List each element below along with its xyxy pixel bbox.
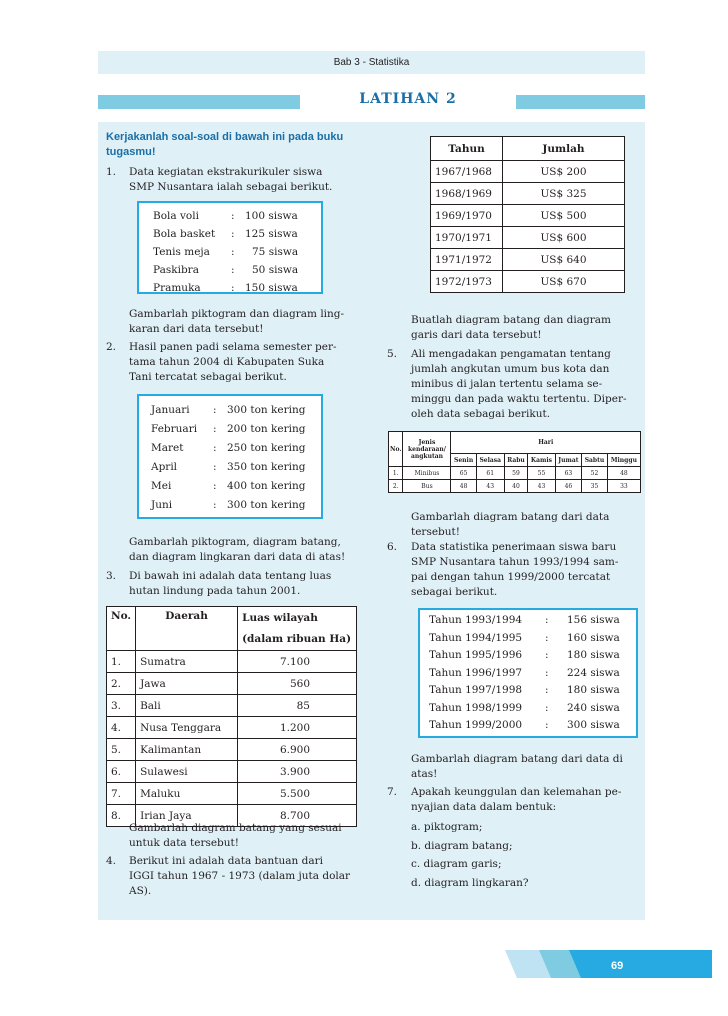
q5-task: Gambarlah diagram batang dari data tersebut! bbox=[411, 511, 610, 538]
table-header: Hari bbox=[451, 432, 641, 454]
q6-list: Tahun 1993/1994 : 156 siswa Tahun 1994/1995 : 160 siswa Tahun 1995/1996 : 180 siswa Tahun 1996/1997 : 224 siswa Tahun 1997/1998 : 180 siswa Tahun 1998/1999 : 240 siswa Tahun 1999/2000 : 300 siswa bbox=[429, 614, 620, 731]
table-row: 1968/1969 US$ 325 bbox=[431, 183, 625, 205]
table-row: 1970/1971 US$ 600 bbox=[431, 227, 625, 249]
q7-text: Apakah keunggulan dan kelemahan pe- nyajian data dalam bentuk: bbox=[411, 786, 622, 813]
q4-text: Berikut ini adalah data bantuan dari IGGI tahun 1967 - 1973 (dalam juta dolar AS). bbox=[129, 855, 351, 897]
table-header: Luas wilayah bbox=[238, 607, 357, 629]
table-row: 2. Bus 48 43 40 43 46 35 33 bbox=[389, 480, 641, 493]
q2-text: Hasil panen padi selama semester per- tama tahun 2004 di Kabupaten Suka Tani tercatat sebagai berikut. bbox=[129, 341, 337, 383]
q2-list: Januari : 300 ton kering Februari : 200 ton kering Maret : 250 ton kering April : 350 ton kering Mei : 400 ton kering Juni : 300 ton kering bbox=[151, 404, 306, 511]
table-header: Daerah bbox=[136, 607, 238, 651]
q4-task: Buatlah diagram batang dan diagram garis dari data tersebut! bbox=[411, 314, 611, 341]
table-row: 4. Nusa Tenggara 1.200 bbox=[107, 717, 357, 739]
table-header: Jenis kendaraan/ angkutan bbox=[403, 432, 451, 467]
table-header: Jumlah bbox=[503, 137, 625, 161]
table-header: No. bbox=[389, 432, 403, 467]
q1-list: Bola voli : 100 siswa Bola basket : 125 siswa Tenis meja : 75 siswa Paskibra : 50 siswa Pramuka : 150 siswa bbox=[153, 210, 299, 294]
page-number: 69 bbox=[611, 960, 624, 972]
table-row: 1. Minibus 65 61 59 55 63 52 48 bbox=[389, 467, 641, 480]
q6-text: Data statistika penerimaan siswa baru SMP Nusantara tahun 1993/1994 sam- pai dengan tahun 1999/2000 tercatat sebagai berikut. bbox=[411, 541, 619, 598]
q1-task: Gambarlah piktogram dan diagram ling- karan dari data tersebut! bbox=[129, 308, 345, 335]
q2-task: Gambarlah piktogram, diagram batang, dan diagram lingkaran dari data di atas! bbox=[129, 536, 346, 563]
table-row: 6. Sulawesi 3.900 bbox=[107, 761, 357, 783]
q6-number: 6. bbox=[387, 541, 398, 553]
q5-table: No. Jenis kendaraan/ angkutan Hari Senin Selasa Rabu Kamis Jumat Sabtu Minggu 1. Minibus 65 61 59 55 63 52 48 2. Bus 48 43 40 43 46 35 33 bbox=[388, 431, 641, 493]
table-header: Tahun bbox=[431, 137, 503, 161]
q4-table bbox=[430, 136, 625, 293]
table-row: 2. Jawa 560 bbox=[107, 673, 357, 695]
q1-number: 1. bbox=[106, 166, 117, 178]
chapter-header: Bab 3 - Statistika bbox=[98, 51, 645, 74]
q4-number: 4. bbox=[106, 855, 117, 867]
table-row: 1972/1973 US$ 670 bbox=[431, 271, 625, 293]
table-row: 5. Kalimantan 6.900 bbox=[107, 739, 357, 761]
table-row: 7. Maluku 5.500 bbox=[107, 783, 357, 805]
q2-number: 2. bbox=[106, 341, 117, 353]
section-title-bar bbox=[98, 91, 645, 109]
table-row: 1967/1968 US$ 200 bbox=[431, 161, 625, 183]
table-row: 1969/1970 US$ 500 bbox=[431, 205, 625, 227]
q3-task: Gambarlah diagram batang yang sesuai untuk data tersebut! bbox=[129, 822, 342, 849]
q3-text: Di bawah ini adalah data tentang luas hutan lindung pada tahun 2001. bbox=[129, 570, 332, 597]
q6-task: Gambarlah diagram batang dari data di atas! bbox=[411, 753, 623, 780]
q3-table bbox=[106, 606, 357, 827]
table-header: No. bbox=[107, 607, 136, 651]
q1-text: Data kegiatan ekstrakurikuler siswa SMP Nusantara ialah sebagai berikut. bbox=[129, 166, 333, 193]
page-number-tab bbox=[505, 950, 712, 978]
section-title: LATIHAN 2 bbox=[359, 91, 457, 107]
table-row: 1971/1972 US$ 640 bbox=[431, 249, 625, 271]
q7-number: 7. bbox=[387, 786, 398, 798]
q5-number: 5. bbox=[387, 348, 398, 360]
table-row: 8. Irian Jaya 8.700 bbox=[107, 805, 357, 827]
q7-options: a. piktogram; b. diagram batang; c. diagram garis; d. diagram lingkaran? bbox=[411, 821, 529, 889]
table-header: (dalam ribuan Ha) bbox=[238, 629, 357, 651]
table-row: 1. Sumatra 7.100 bbox=[107, 651, 357, 673]
instruction: Kerjakanlah soal-soal di bawah ini pada buku tugasmu! bbox=[106, 131, 344, 158]
q3-number: 3. bbox=[106, 570, 117, 582]
q5-text: Ali mengadakan pengamatan tentang jumlah angkutan umum bus kota dan minibus di jalan tertentu selama se- minggu dan pada waktu tertentu. Diper- oleh data sebagai berikut. bbox=[411, 348, 627, 420]
table-row: 3. Bali 85 bbox=[107, 695, 357, 717]
